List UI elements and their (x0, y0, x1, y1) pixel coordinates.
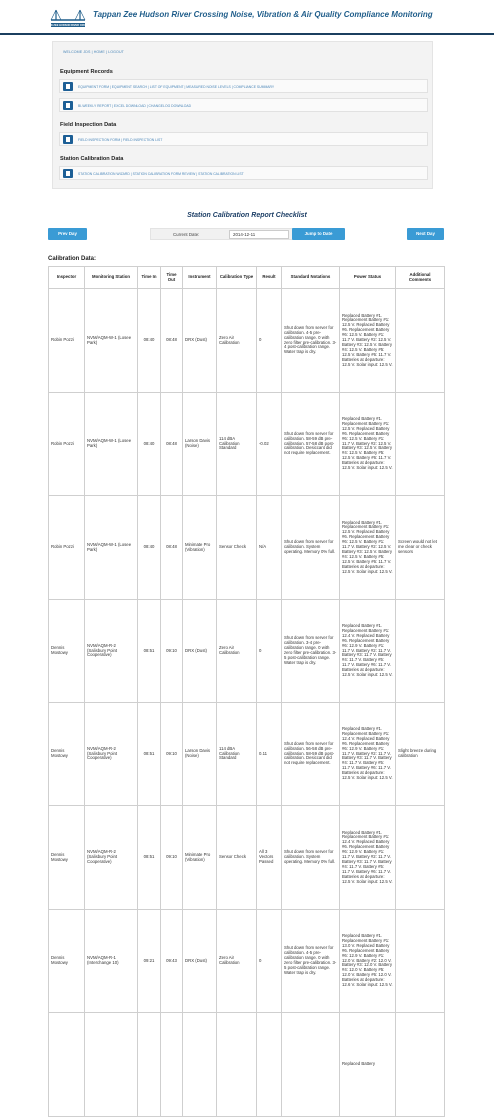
power-status-cell: Replaced Battery #1. Replacement Battery #1: 12.5 V. Replaced Battery #6. Replacement Battery #6: 12.5 V. Battery #1: 11.7 V. Battery #2: 12.5 V. Battery #3: 12.5 V. Battery #4: 12.5 V. Battery #5: 12.5 V. Battery #6: 11.7 V. Batteries at departure: 12.5 V. Solar input: 12.5 V. (340, 393, 396, 496)
time-out-cell: 08:48 (161, 496, 183, 600)
column-header: Instrument (183, 267, 217, 289)
result-cell: 0 (257, 910, 282, 1013)
comments-cell (396, 289, 445, 393)
column-header: Monitoring Station (85, 267, 138, 289)
column-header: Additional Comments (396, 267, 445, 289)
inspector-cell: Dennis Mostowy (49, 600, 85, 703)
equipment-form-link[interactable]: EQUIPMENT FORM (78, 85, 110, 89)
calibration-data-label: Calibration Data: (48, 256, 97, 262)
table-row (49, 910, 445, 1013)
field-inspection-list-link[interactable]: FIELD INSPECTION LIST (122, 138, 163, 142)
column-header: Inspector (49, 267, 85, 289)
comments-cell: Screen would not let me clear or check sensors (396, 496, 445, 600)
instrument-cell: Minimate Pro (Vibration) (183, 496, 217, 600)
comments-cell: Slight breeze during calibration (396, 703, 445, 806)
inspector-cell: Dennis Mostowy (49, 703, 85, 806)
time-in-cell: 08:51 (138, 600, 161, 703)
compliance-summary-link[interactable]: COMPLIANCE SUMMARY (233, 85, 275, 89)
notes-cell: Shut down from server for calibration. 4-5 pre-calibration range. 0 with zero filter pre-calibration. 3-5 post-calibration range. Water trap is dry. (282, 910, 340, 1013)
calibration-type-cell: Zero Air Calibration (217, 910, 257, 1013)
equipment-search-link[interactable]: EQUIPMENT SEARCH (111, 85, 147, 89)
instrument-cell: Larson Davis (Noise) (183, 393, 217, 496)
notes-cell: Shut down from server for calibration. 56-58 dB pre-calibration. 58-59 dB post-calibration. Desiccant did not require replacement. (282, 703, 340, 806)
table-header-row (49, 267, 445, 289)
result-cell (257, 1013, 282, 1117)
next-day-button[interactable]: Next Day (407, 228, 444, 240)
document-icon (63, 169, 73, 178)
station-cell: NVM/AQM-W-1 (Losee Park) (85, 393, 138, 496)
calibration-table (48, 266, 445, 1117)
document-icon (63, 135, 73, 144)
comments-cell (396, 600, 445, 703)
logo-text: TAPPAN ZEE HUDSON RIVER CROSSING (42, 24, 94, 28)
notes-cell: Shut down from server for calibration. 3-4 pre-calibration range. 0 with zero filter pre-calibration. 3-5 post-calibration range. Water trap is dry. (282, 600, 340, 703)
instrument-cell: Larson Davis (Noise) (183, 703, 217, 806)
station-cell (85, 1013, 138, 1117)
header-divider (0, 33, 494, 35)
time-in-cell: 08:40 (138, 289, 161, 393)
comments-cell (396, 806, 445, 910)
notes-cell (282, 1013, 340, 1117)
power-status-cell: Replaced Battery #1. Replacement Battery #1: 12.5 V. Replaced Battery #6. Replacement Battery #6: 12.5 V. Battery #1: 11.7 V. Battery #2: 12.5 V. Battery #3: 12.5 V. Battery #4: 12.5 V. Battery #5: 12.5 V. Battery #6: 11.7 V. Batteries at departure: 12.5 V. Solar input: 12.5 V. (340, 496, 396, 600)
document-icon (63, 82, 73, 91)
logout-link[interactable]: LOGOUT (108, 50, 124, 54)
station-calibration-links: STATION CALIBRATION WIZARD | STATION CALIBRATION FORM REVIEW | STATION CALIBRATION LIST (59, 166, 428, 180)
equipment-links-row-2: BI-WEEKLY REPORT | EXCEL DOWNLOAD | CHANGELOG DOWNLOAD (59, 98, 428, 112)
notes-cell: Shut down from server for calibration. System operating. Memory 0% full. (282, 496, 340, 600)
result-cell: All 3 Vectors Passed (257, 806, 282, 910)
calibration-type-cell: 114 dBA Calibration Standard (217, 393, 257, 496)
notes-cell: Shut down from server for calibration. 4-5 pre-calibration range. 0 with zero filter pre-calibration. 3-4 post-calibration range. Water trap is dry. (282, 289, 340, 393)
time-out-cell (161, 1013, 183, 1117)
column-header: Time Out (161, 267, 183, 289)
time-out-cell: 09:43 (161, 910, 183, 1013)
time-out-cell: 08:48 (161, 393, 183, 496)
field-inspection-links: FIELD INSPECTION FORM | FIELD INSPECTION LIST (59, 132, 428, 146)
result-cell: 0 (257, 289, 282, 393)
list-of-equipment-link[interactable]: LIST OF EQUIPMENT (149, 85, 184, 89)
bi-weekly-report-link[interactable]: BI-WEEKLY REPORT (78, 104, 112, 108)
measured-noise-levels-link[interactable]: MEASURED NOISE LEVELS (186, 85, 231, 89)
report-title: Station Calibration Report Checklist (187, 212, 307, 219)
table-row (49, 496, 445, 600)
time-out-cell: 09:10 (161, 703, 183, 806)
calibration-type-cell (217, 1013, 257, 1117)
result-cell: N/A (257, 496, 282, 600)
date-controls (150, 228, 344, 240)
inspector-cell: Dennis Mostowy (49, 910, 85, 1013)
site-header (0, 0, 494, 34)
power-status-cell: Replaced Battery #1. Replacement Battery #1: 12.5 V. Replaced Battery #6. Replacement Battery #6: 12.5 V. Battery #1: 11.7 V. Battery #2: 12.5 V. Battery #3: 12.5 V. Battery #4: 12.5 V. Battery #5: 12.5 V. Battery #6: 11.7 V. Batteries at departure: 12.5 V. Solar input: 12.5 V. (340, 289, 396, 393)
time-in-cell: 08:51 (138, 806, 161, 910)
jump-to-date-button[interactable]: Jump to Date (292, 228, 345, 240)
station-calibration-list-link[interactable]: STATION CALIBRATION LIST (198, 172, 244, 176)
time-out-cell: 08:48 (161, 289, 183, 393)
column-header: Power Status (340, 267, 396, 289)
time-in-cell: 08:51 (138, 703, 161, 806)
station-cell: NVM/AQM-R-1 (Interchange 10) (85, 910, 138, 1013)
column-header: Time In (138, 267, 161, 289)
calibration-type-cell: 114 dBA Calibration Standard (217, 703, 257, 806)
table-row (49, 703, 445, 806)
time-in-cell (138, 1013, 161, 1117)
notes-cell: Shut down from server for calibration. 58-59 dB pre-calibration. 57-58 dB post-calibration. Desiccant did not require replacement. (282, 393, 340, 496)
account-links: WELCOME JDS | HOME | LOGOUT (63, 50, 124, 54)
equipment-records-heading: Equipment Records (60, 69, 113, 75)
inspector-cell (49, 1013, 85, 1117)
time-in-cell: 08:40 (138, 496, 161, 600)
comments-cell (396, 1013, 445, 1117)
prev-day-button[interactable]: Prev Day (48, 228, 87, 240)
inspector-cell: Robin Pozzi (49, 496, 85, 600)
calibration-type-cell: Zero Air Calibration (217, 600, 257, 703)
bridge-logo-icon[interactable] (42, 6, 94, 32)
column-header: Result (257, 267, 282, 289)
current-date-label: Current Date: (173, 232, 200, 237)
time-out-cell: 09:10 (161, 806, 183, 910)
result-cell: -0.02 (257, 393, 282, 496)
power-status-cell: Replaced Battery #1. Replacement Battery #1: 12.4 V. Replaced Battery #6. Replacement Battery #6: 12.9 V. Battery #1: 11.7 V. Battery #2: 11.7 V. Battery #3: 11.7 V. Battery #4: 11.7 V. Battery #5: 11.7 V. Battery #6: 11.7 V. Batteries at departure: 12.5 V. Solar input: 12.5 V. (340, 703, 396, 806)
power-status-cell: Replaced Battery #1. Replacement Battery #1: 12.4 V. Replaced Battery #6. Replacement Battery #6: 12.9 V. Battery #1: 11.7 V. Battery #2: 11.7 V. Battery #3: 11.7 V. Battery #4: 11.7 V. Battery #5: 11.7 V. Battery #6: 11.7 V. Batteries at departure: 12.5 V. Solar input: 12.5 V. (340, 600, 396, 703)
field-inspection-form-link[interactable]: FIELD INSPECTION FORM (78, 138, 121, 142)
comments-cell (396, 910, 445, 1013)
time-out-cell: 09:10 (161, 600, 183, 703)
welcome-text: WELCOME JDS (63, 50, 91, 54)
result-cell: 0.11 (257, 703, 282, 806)
calibration-type-cell: Sensor Check (217, 806, 257, 910)
station-cell: NVM/AQM-W-1 (Losee Park) (85, 496, 138, 600)
station-cell: NVM/AQM-R-2 (Salisbury Point Cooperative) (85, 806, 138, 910)
station-calibration-heading: Station Calibration Data (60, 156, 124, 162)
current-date-input[interactable]: 2014-12-11 (229, 230, 289, 239)
inspector-cell: Dennis Mostowy (49, 806, 85, 910)
power-status-cell: Replaced Battery (340, 1013, 396, 1117)
comments-cell (396, 393, 445, 496)
column-header: Calibration Type (217, 267, 257, 289)
changelog-download-link[interactable]: CHANGELOG DOWNLOAD (148, 104, 192, 108)
power-status-cell: Replaced Battery #1. Replacement Battery #1: 12.4 V. Replaced Battery #6. Replacement Battery #6: 12.9 V. Battery #1: 11.7 V. Battery #2: 11.7 V. Battery #3: 11.7 V. Battery #4: 11.7 V. Battery #5: 11.7 V. Battery #6: 11.7 V. Batteries at departure: 12.5 V. Solar input: 12.5 V. (340, 806, 396, 910)
equipment-links-row-1: EQUIPMENT FORM | EQUIPMENT SEARCH | LIST OF EQUIPMENT | MEASURED NOISE LEVELS | COMPLIANCE SUMMARY (59, 79, 428, 93)
table-row (49, 806, 445, 910)
table-row (49, 1013, 445, 1117)
field-inspection-heading: Field Inspection Data (60, 122, 117, 128)
table-body (49, 289, 445, 1117)
table-row (49, 600, 445, 703)
station-calibration-form-review-link[interactable]: STATION CALIBRATION FORM REVIEW (132, 172, 196, 176)
calibration-type-cell: Sensor Check (217, 496, 257, 600)
table-row (49, 393, 445, 496)
inspector-cell: Robin Pozzi (49, 393, 85, 496)
column-header: Standard Notations (282, 267, 340, 289)
result-cell: 0 (257, 600, 282, 703)
home-link[interactable]: HOME (93, 50, 105, 54)
station-cell: NVM/AQM-W-1 (Losee Park) (85, 289, 138, 393)
instrument-cell: DRX (Dust) (183, 600, 217, 703)
instrument-cell: Minimate Pro (Vibration) (183, 806, 217, 910)
navigation-panel (52, 41, 433, 189)
table-row (49, 289, 445, 393)
site-title: Tappan Zee Hudson River Crossing Noise, Vibration & Air Quality Compliance Monitoring (93, 10, 433, 19)
inspector-cell: Robin Pozzi (49, 289, 85, 393)
notes-cell: Shut down from server for calibration. System operating. Memory 0% full. (282, 806, 340, 910)
instrument-cell: DRX (Dust) (183, 289, 217, 393)
excel-download-link[interactable]: EXCEL DOWNLOAD (113, 104, 146, 108)
station-calibration-wizard-link[interactable]: STATION CALIBRATION WIZARD (78, 172, 130, 176)
document-icon (63, 101, 73, 110)
station-cell: NVM/AQM-R-2 (Salisbury Point Cooperative) (85, 703, 138, 806)
power-status-cell: Replaced Battery #1. Replacement Battery #1: 13.0 V. Replaced Battery #6. Replacement Battery #6: 12.9 V. Battery #1: 12.0 V. Battery #2: 12.0 V. Battery #3: 12.0 V. Battery #4: 12.0 V. Battery #5: 12.0 V. Battery #6: 12.0 V. Batteries at departure: 12.6 V. Solar input: 12.5 V. (340, 910, 396, 1013)
instrument-cell: DRX (Dust) (183, 910, 217, 1013)
instrument-cell (183, 1013, 217, 1117)
time-in-cell: 08:40 (138, 393, 161, 496)
time-in-cell: 09:21 (138, 910, 161, 1013)
station-cell: NVM/AQM-R-2 (Salisbury Point Cooperative) (85, 600, 138, 703)
calibration-type-cell: Zero Air Calibration (217, 289, 257, 393)
